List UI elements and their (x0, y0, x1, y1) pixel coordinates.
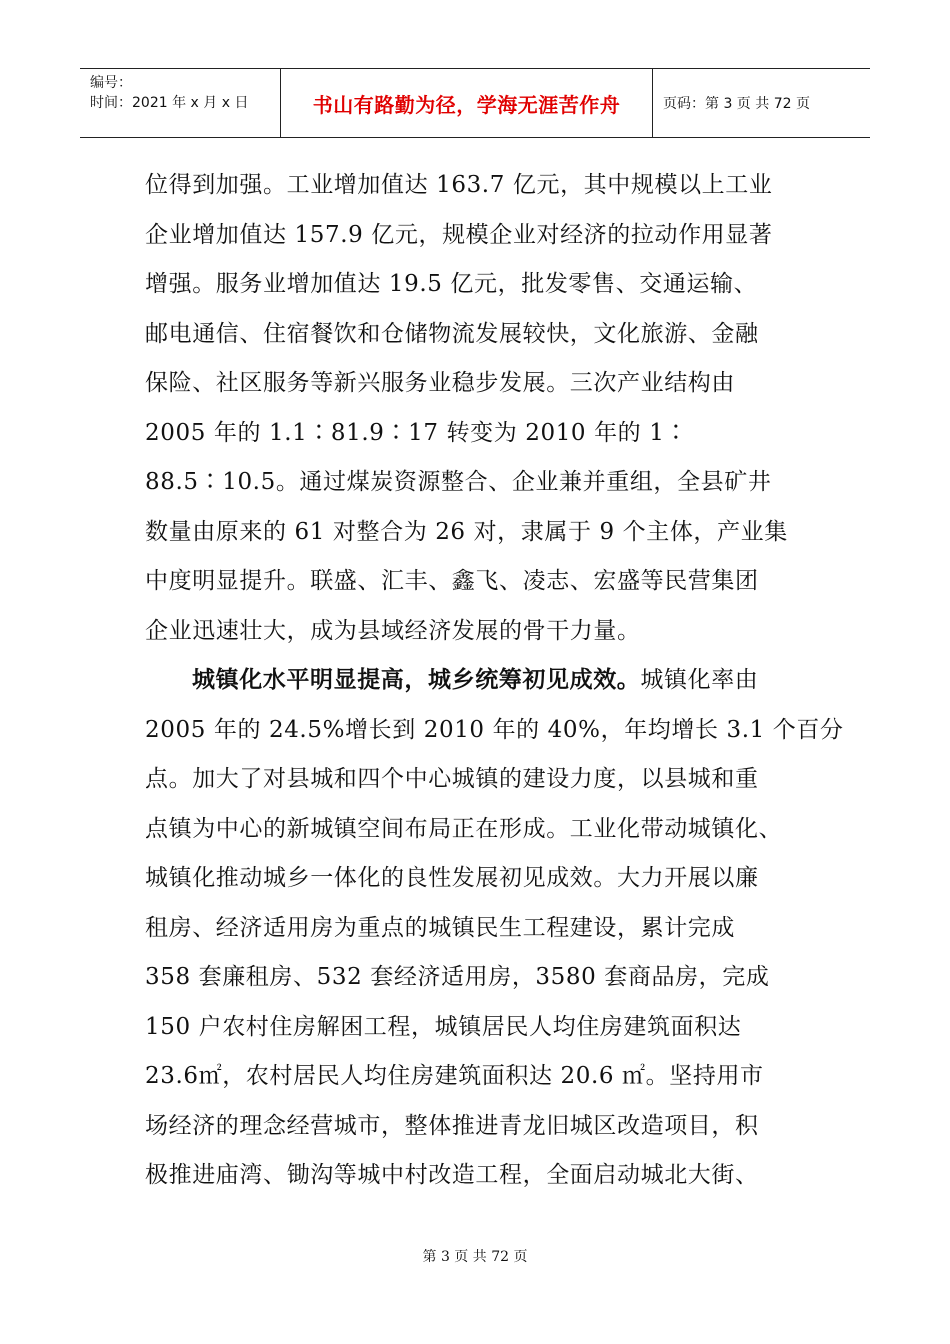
text-line: 150 户农村住房解困工程，城镇居民人均住房建筑面积达 (145, 1013, 742, 1040)
paragraph-heading: 城镇化水平明显提高，城乡统筹初见成效。 (192, 667, 641, 693)
text-line: 增强。服务业增加值达 19.5 亿元，批发零售、交通运输、 (145, 271, 758, 297)
page-header (80, 68, 870, 138)
text-line: 数量由原来的 61 对整合为 26 对，隶属于 9 个主体，产业集 (145, 518, 788, 545)
text-line: 23.6㎡，农村居民人均住房建筑面积达 20.6 ㎡。坚持用市 (145, 1063, 764, 1089)
text-line: 租房、经济适用房为重点的城镇民生工程建设，累计完成 (145, 914, 735, 941)
paragraph-heading-rest: 城镇化率由 (640, 667, 759, 693)
text-line: 企业增加值达 157.9 亿元，规模企业对经济的拉动作用显著 (145, 221, 773, 248)
text-line: 场经济的理念经营城市，整体推进青龙旧城区改造项目，积 (145, 1112, 759, 1139)
paragraph-heading-line (145, 656, 815, 706)
text-line: 点。加大了对县城和四个中心城镇的建设力度，以县城和重 (145, 766, 759, 792)
text-line: 保险、社区服务等新兴服务业稳步发展。三次产业结构由 (145, 370, 735, 396)
text-line: 点镇为中心的新城镇空间布局正在形成。工业化带动城镇化、 (145, 815, 783, 842)
text-line: 2005 年的 1.1∶81.9∶17 转变为 2010 年的 1∶ (145, 419, 689, 446)
header-motto: 书山有路勤为径，学海无涯苦作舟 (281, 69, 653, 137)
time-label: 时间：2021 年 x 月 x 日 (90, 95, 249, 111)
text-line: 企业迅速壮大，成为县域经济发展的骨干力量。 (145, 617, 641, 644)
text-line: 88.5∶10.5。通过煤炭资源整合、企业兼并重组，全县矿井 (145, 469, 772, 495)
page-footer: 第 3 页 共 72 页 (422, 1249, 528, 1265)
text-line: 2005 年的 24.5%增长到 2010 年的 40%，年均增长 3.1 个百分 (145, 716, 844, 743)
text-line: 极推进庙湾、锄沟等城中村改造工程，全面启动城北大街、 (145, 1162, 759, 1188)
header-page-label: 页码：第 3 页 共 72 页 (663, 96, 810, 112)
text-line: 城镇化推动城乡一体化的良性发展初见成效。大力开展以廉 (145, 865, 759, 891)
text-line: 中度明显提升。联盛、汇丰、鑫飞、凌志、宏盛等民营集团 (145, 568, 759, 594)
text-line: 邮电通信、住宿餐饮和仓储物流发展较快，文化旅游、金融 (145, 320, 759, 347)
header-meta (80, 69, 281, 137)
number-label: 编号： (90, 75, 132, 91)
document-body (145, 161, 844, 1201)
text-line: 位得到加强。工业增加值达 163.7 亿元，其中规模以上工业 (145, 172, 773, 198)
text-line: 358 套廉租房、532 套经济适用房，3580 套商品房，完成 (145, 964, 770, 990)
